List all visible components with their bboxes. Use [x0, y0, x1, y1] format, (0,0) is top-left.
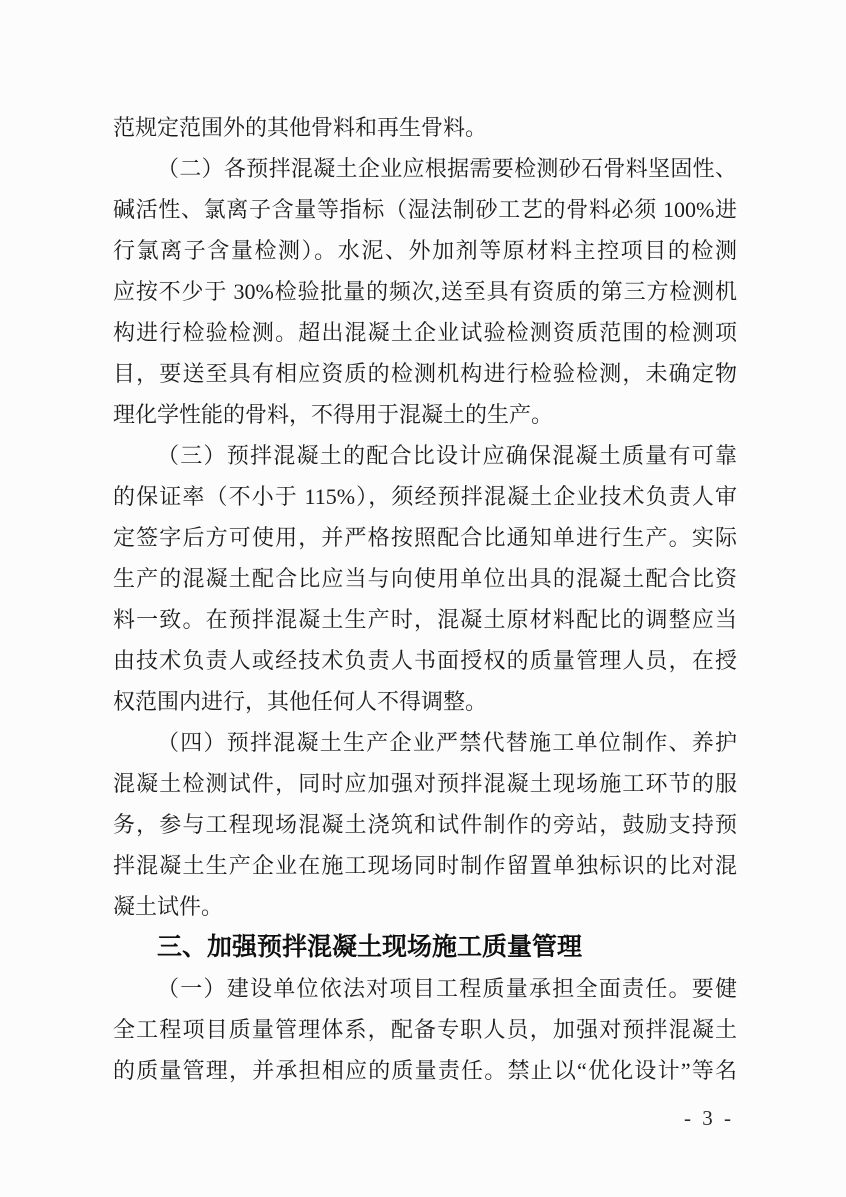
text-line: 目，要送至具有相应资质的检测机构进行检验检测，未确定物 [113, 361, 737, 386]
page-number: - 3 - [684, 1106, 734, 1130]
text-line: 料一致。在预拌混凝土生产时，混凝土原材料配比的调整应当 [113, 607, 737, 632]
text-line: 理化学性能的骨料，不得用于混凝土的生产。 [113, 402, 554, 427]
text-line: （二）各预拌混凝土企业应根据需要检测砂石骨料坚固性、 [157, 156, 737, 181]
text-line: 碱活性、氯离子含量等指标（湿法制砂工艺的骨料必须 100%进 [113, 197, 737, 222]
text-line: 定签字后方可使用，并严格按照配合比通知单进行生产。实际 [113, 525, 737, 550]
text-line: 生产的混凝土配合比应当与向使用单位出具的混凝土配合比资 [113, 566, 737, 591]
text-line: 权范围内进行，其他任何人不得调整。 [113, 689, 488, 714]
text-line: （一）建设单位依法对项目工程质量承担全面责任。要健 [157, 976, 737, 1001]
text-line: 凝土试件。 [113, 894, 224, 919]
text-line: 的质量管理，并承担相应的质量责任。禁止以“优化设计”等名 [113, 1058, 737, 1083]
text-line: 范规定范围外的其他骨料和再生骨料。 [113, 115, 488, 140]
text-line: 由技术负责人或经技术负责人书面授权的质量管理人员，在授 [113, 648, 737, 673]
text-line: 混凝土检测试件，同时应加强对预拌混凝土现场施工环节的服 [113, 771, 737, 796]
paragraph [113, 435, 737, 722]
paragraph [113, 107, 737, 148]
heading-line: 三、加强预拌混凝土现场施工质量管理 [157, 933, 583, 961]
document-body [113, 107, 737, 1091]
text-line: 构进行检验检测。超出混凝土企业试验检测资质范围的检测项 [113, 320, 737, 345]
text-line: 应按不少于 30%检验批量的频次,送至具有资质的第三方检测机 [113, 279, 737, 304]
text-line: 全工程项目质量管理体系，配备专职人员，加强对预拌混凝土 [113, 1017, 737, 1042]
text-line: （四）预拌混凝土生产企业严禁代替施工单位制作、养护 [157, 730, 737, 755]
paragraph [113, 968, 737, 1091]
paragraph [113, 722, 737, 927]
paragraph [113, 148, 737, 435]
text-line: 的保证率（不小于 115%），须经预拌混凝土企业技术负责人审 [113, 484, 737, 509]
text-line: 务，参与工程现场混凝土浇筑和试件制作的旁站，鼓励支持预 [113, 812, 737, 837]
text-line: 拌混凝土生产企业在施工现场同时制作留置单独标识的比对混 [113, 853, 737, 878]
text-line: 行氯离子含量检测）。水泥、外加剂等原材料主控项目的检测 [113, 238, 737, 263]
section-heading [113, 927, 737, 968]
text-line: （三）预拌混凝土的配合比设计应确保混凝土质量有可靠 [157, 443, 737, 468]
